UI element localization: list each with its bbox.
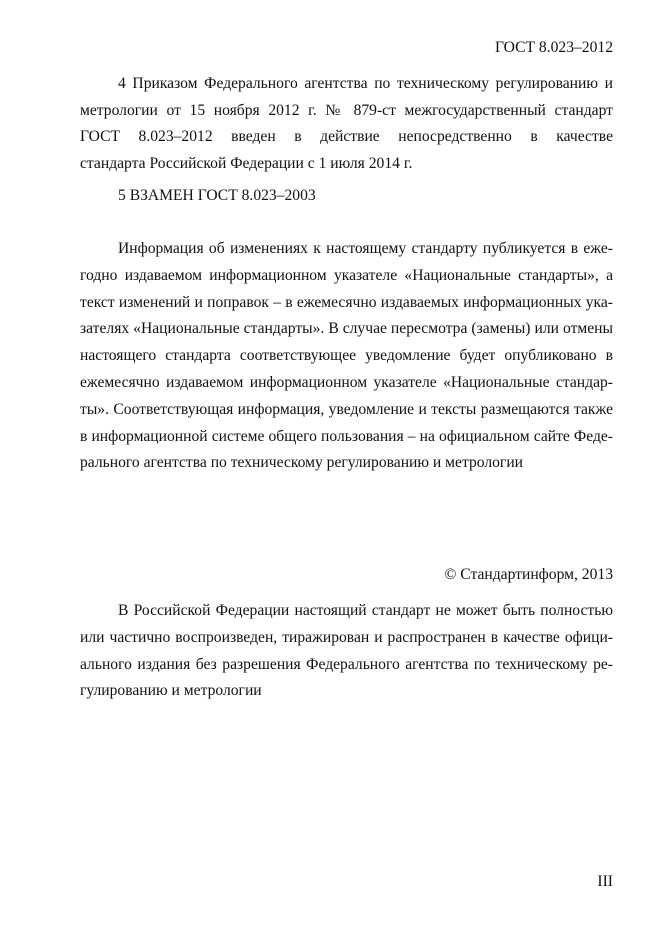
item-4-line: 4 Приказом Федерального агентства по техническому регулированию и [118, 75, 613, 92]
information-paragraph [80, 236, 613, 477]
info-line: в информационной системе общего пользования – на официальном сайте Феде- [80, 427, 613, 445]
page-number: III [597, 873, 613, 890]
item-5-paragraph [80, 183, 613, 209]
item-4-line: метрологии от 15 ноября 2012 г. № 879-ст межгосударственный стандарт [80, 101, 613, 119]
info-line: настоящего стандарта соответствующее уведомление будет опубликовано в [80, 347, 613, 365]
document-code-header: ГОСТ 8.023–2012 [495, 39, 613, 56]
notice-line: В Российской Федерации настоящий стандарт не может быть полностью [118, 602, 613, 619]
info-line: ежемесячно издаваемом информационном указателе «Национальные стандар- [80, 373, 613, 391]
info-line: текст изменений и поправок – в ежемесячно издаваемых информационных ука- [80, 293, 613, 311]
item-4-line: ГОСТ 8.023–2012 введен в действие непосредственно в качестве [80, 128, 613, 145]
item-4-line: стандарта Российской Федерации с 1 июля 2014 г. [80, 154, 413, 172]
info-line: зателях «Национальные стандарты». В случае пересмотра (замены) или отмены [80, 320, 613, 338]
info-line: годно издаваемом информационном указателе «Национальные стандарты», а [80, 266, 613, 284]
info-line: Информация об изменениях к настоящему стандарту публикуется в еже- [118, 240, 613, 257]
copyright-notice: © Стандартинформ, 2013 [444, 566, 613, 583]
notice-line: ального издания без разрешения Федерального агентства по техническому ре- [80, 655, 613, 673]
item-5-text: 5 ВЗАМЕН ГОСТ 8.023–2003 [118, 187, 316, 204]
info-line: ты». Соответствующая информация, уведомление и тексты размещаются также [80, 400, 613, 418]
notice-line: или частично воспроизведен, тиражирован и распространен в качестве офици- [80, 628, 613, 646]
item-4-paragraph [80, 71, 613, 177]
notice-line: гулированию и метрологии [80, 682, 262, 700]
reproduction-notice-paragraph [80, 598, 613, 705]
info-line: рального агентства по техническому регулированию и метрологии [80, 454, 524, 472]
